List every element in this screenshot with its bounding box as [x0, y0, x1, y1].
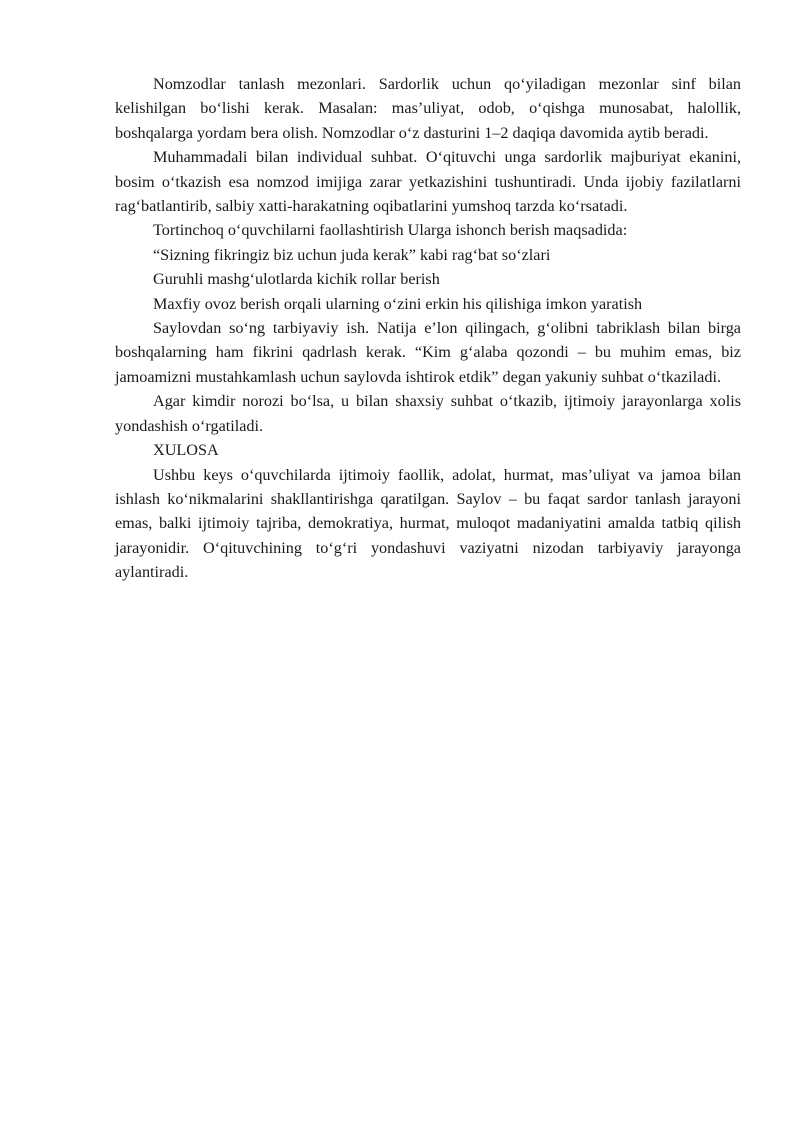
paragraph-tortinchoq-oquvchilar: Tortinchoq o‘quvchilarni faollashtirish Ularga ishonch berish maqsadida: [153, 221, 628, 240]
paragraph-individual-suhbat: Muhammadali bilan individual suhbat. O‘qituvchi unga sardorlik majburiyat ekanini, bosim o‘tkazish esa nomzod imijiga zarar yetkazishini tushuntiradi. Unda ijobiy fazilatlarni rag‘batlantirib, salbiy xatti-harakatning oqibatlarini yumshoq tarzda ko‘rsatadi. [115, 148, 741, 216]
paragraph-xulosa-matni: Ushbu keys o‘quvchilarda ijtimoiy faollik, adolat, hurmat, mas’uliyat va jamoa bilan ishlash ko‘nikmalarini shakllantirishga qaratilgan. Saylov – bu faqat sardor tanlash jarayoni emas, balki ijtimoiy tajriba, demokratiya, hurmat, muloqot madaniyatini amalda tatbiq qilish jarayonidir. O‘qituvchining to‘g‘ri yondashuvi vaziyatni nizodan tarbiyaviy jarayonga aylantiradi. [115, 465, 741, 582]
paragraph-norozi: Agar kimdir norozi bo‘lsa, u bilan shaxsiy suhbat o‘tkazib, ijtimoiy jarayonlarga xolis yondashish o‘rgatiladi. [115, 392, 741, 435]
document-body [115, 72, 741, 585]
list-item-kichik-rollar: Guruhli mashg‘ulotlarda kichik rollar berish [153, 270, 440, 289]
paragraph-saylovdan-song: Saylovdan so‘ng tarbiyaviy ish. Natija e’lon qilingach, g‘olibni tabriklash bilan birga boshqalarning ham fikrini qadrlash kerak. “Kim g‘alaba qozondi – bu muhim emas, biz jamoamizni mustahkamlash uchun saylovda ishtirok etdik” degan yakuniy suhbat o‘tkaziladi. [115, 319, 741, 386]
paragraph-nomzodlar-mezonlari: Nomzodlar tanlash mezonlari. Sardorlik uchun qo‘yiladigan mezonlar sinf bilan kelishilgan bo‘lishi kerak. Masalan: mas’uliyat, odob, o‘qishga munosabat, halollik, boshqalarga yordam bera olish. Nomzodlar o‘z dasturini 1–2 daqiqa davomida aytib beradi. [115, 75, 741, 142]
list-item-maxfiy-ovoz: Maxfiy ovoz berish orqali ularning o‘zini erkin his qilishiga imkon yaratish [153, 294, 643, 313]
list-item-ragbat-sozlari: “Sizning fikringiz biz uchun juda kerak” kabi rag‘bat so‘zlari [153, 245, 551, 264]
section-heading-xulosa: XULOSA [153, 441, 219, 460]
